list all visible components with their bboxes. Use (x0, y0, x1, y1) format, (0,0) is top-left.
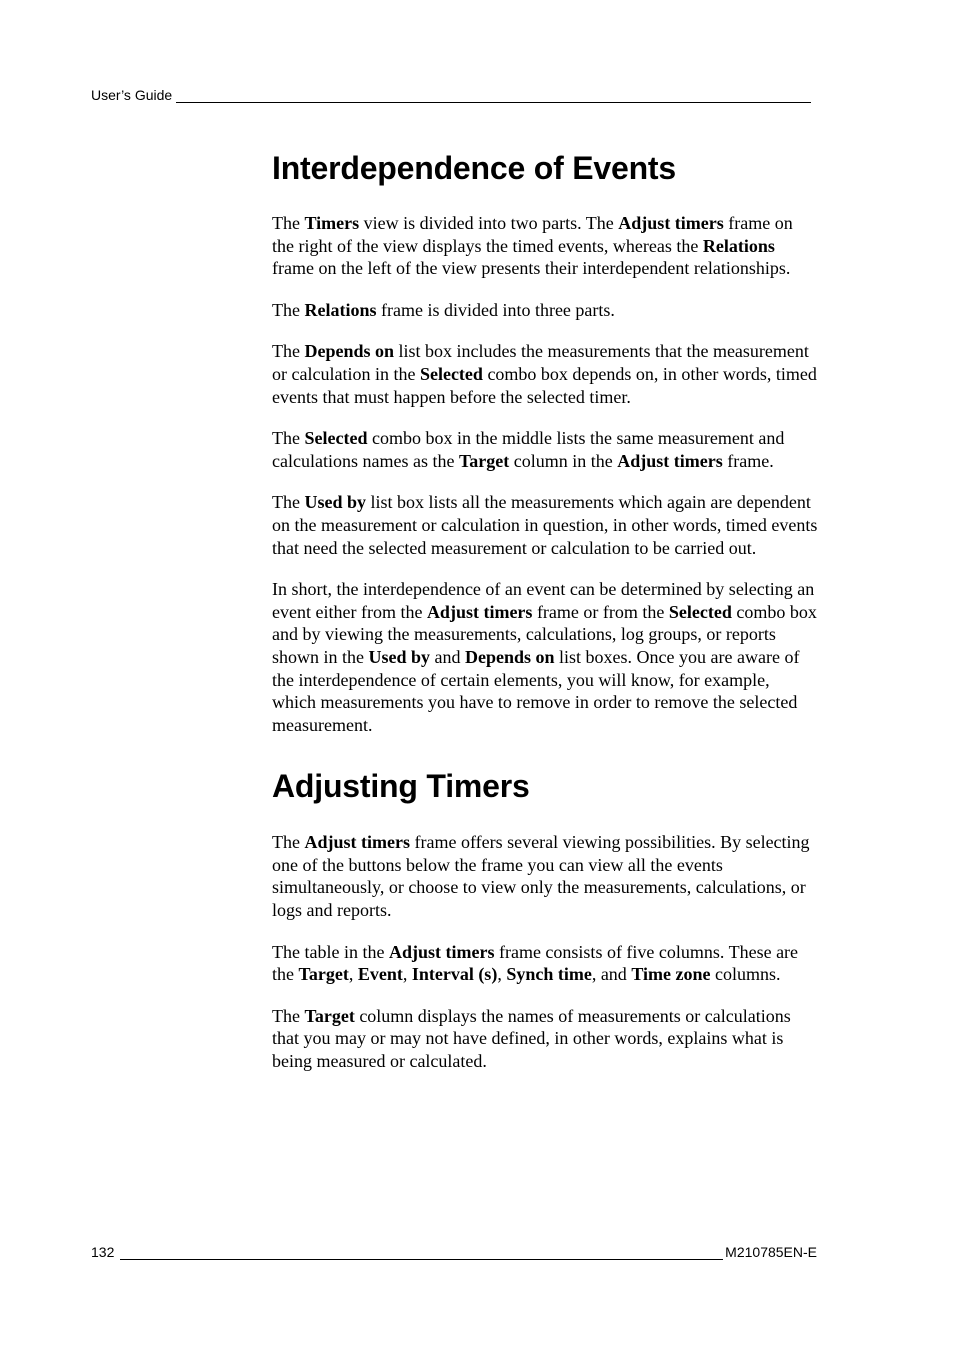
body-paragraph (272, 299, 818, 322)
ui-term: Adjust timers (617, 450, 723, 471)
ui-term: Depends on (465, 646, 555, 667)
ui-term: Adjust timers (618, 213, 724, 233)
body-paragraph (272, 831, 818, 921)
text-run: combo box in the middle lists the same measurement and calculations names as the (272, 428, 785, 471)
text-run: combo box depends on, in other words, timed events that must happen before the selected timer. (272, 363, 817, 407)
text-run: The (272, 492, 305, 513)
ui-term: Target (458, 450, 510, 471)
text-run: list box lists all the measurements which again are dependent on the measurement or calculation in question, in other words, timed events that need the selected measurement or calculation to be carried out. (272, 492, 818, 558)
text-run: , (348, 964, 358, 985)
text-run: frame on the left of the view presents their interdependent relationships. (272, 258, 791, 279)
ui-term: Time zone (631, 964, 711, 985)
text-run: The (272, 341, 305, 362)
text-run: and (430, 646, 466, 667)
ui-term: Target (298, 964, 349, 985)
text-run: columns. (710, 964, 781, 985)
section-heading: Interdependence of Events (272, 150, 676, 186)
header-rule (176, 88, 811, 103)
text-run: frame offers several viewing possibilities. By selecting one of the buttons below the frame you can view all the events simultaneously, or choose to view only the measurements, calculations, or logs and reports. (272, 832, 810, 921)
body-paragraph (272, 427, 818, 472)
ui-term: Target (304, 1005, 355, 1026)
text-run: frame is divided into three parts. (376, 299, 615, 320)
footer-rule (120, 1245, 723, 1260)
text-run: frame or from the (532, 601, 669, 622)
text-run: list boxes. Once you are aware of the interdependence of certain elements, you will know, for example, which measurements you have to remove in order to remove the selected measurement. (272, 646, 800, 735)
ui-term: Relations (304, 299, 377, 320)
text-run: list box includes the measurements that the measurement or calculation in the (272, 341, 809, 384)
text-run: view is divided into two parts. The (359, 213, 619, 233)
text-run: column in the (509, 450, 618, 471)
section-body (272, 831, 818, 1072)
text-run: column displays the names of measurements or calculations that you may or may not have defined, in other words, explains what is being measured or calculated. (272, 1005, 791, 1072)
ui-term: Event (357, 964, 403, 985)
text-run: combo box and by viewing the measurements, calculations, log groups, or reports shown in the (272, 601, 817, 667)
text-run: , (402, 964, 412, 985)
text-run: frame. (722, 450, 774, 471)
text-run: , (497, 964, 507, 985)
ui-term: Synch time (506, 964, 592, 985)
text-run: The (272, 832, 305, 853)
text-run: The (272, 1005, 305, 1026)
ui-term: Adjust timers (388, 941, 495, 962)
body-paragraph (272, 578, 818, 736)
ui-term: Adjust timers (304, 832, 410, 853)
text-run: The (272, 428, 305, 449)
ui-term: Used by (304, 492, 366, 513)
text-run: The (272, 299, 305, 320)
ui-term: Relations (702, 235, 775, 256)
running-header (91, 87, 811, 103)
ui-term: Interval (s) (411, 964, 498, 985)
section-heading: Adjusting Timers (272, 768, 530, 805)
page-body (272, 148, 818, 1092)
text-run: The (272, 213, 305, 233)
running-footer (91, 1244, 817, 1260)
text-run: , and (591, 964, 632, 985)
ui-term: Selected (304, 428, 368, 449)
document-code: M210785EN-E (725, 1244, 817, 1260)
ui-term: Depends on (304, 341, 395, 362)
body-paragraph (272, 1005, 818, 1073)
text-run: frame consists of five columns. These are the (272, 941, 799, 985)
section-body (272, 212, 818, 736)
ui-term: Selected (419, 363, 483, 384)
ui-term: Adjust timers (426, 601, 533, 622)
body-paragraph (272, 491, 818, 559)
text-run: frame on the right of the view displays the timed events, whereas the (272, 213, 793, 256)
header-title: User’s Guide (91, 87, 173, 103)
page-number: 132 (91, 1244, 115, 1260)
ui-term: Selected (668, 601, 732, 622)
text-run: In short, the interdependence of an event can be determined by selecting an event either from the (272, 579, 815, 622)
body-paragraph (272, 212, 818, 280)
ui-term: Timers (304, 213, 360, 233)
body-paragraph (272, 340, 818, 408)
ui-term: Used by (368, 646, 431, 667)
text-run: The table in the (272, 941, 389, 962)
body-paragraph (272, 941, 818, 986)
